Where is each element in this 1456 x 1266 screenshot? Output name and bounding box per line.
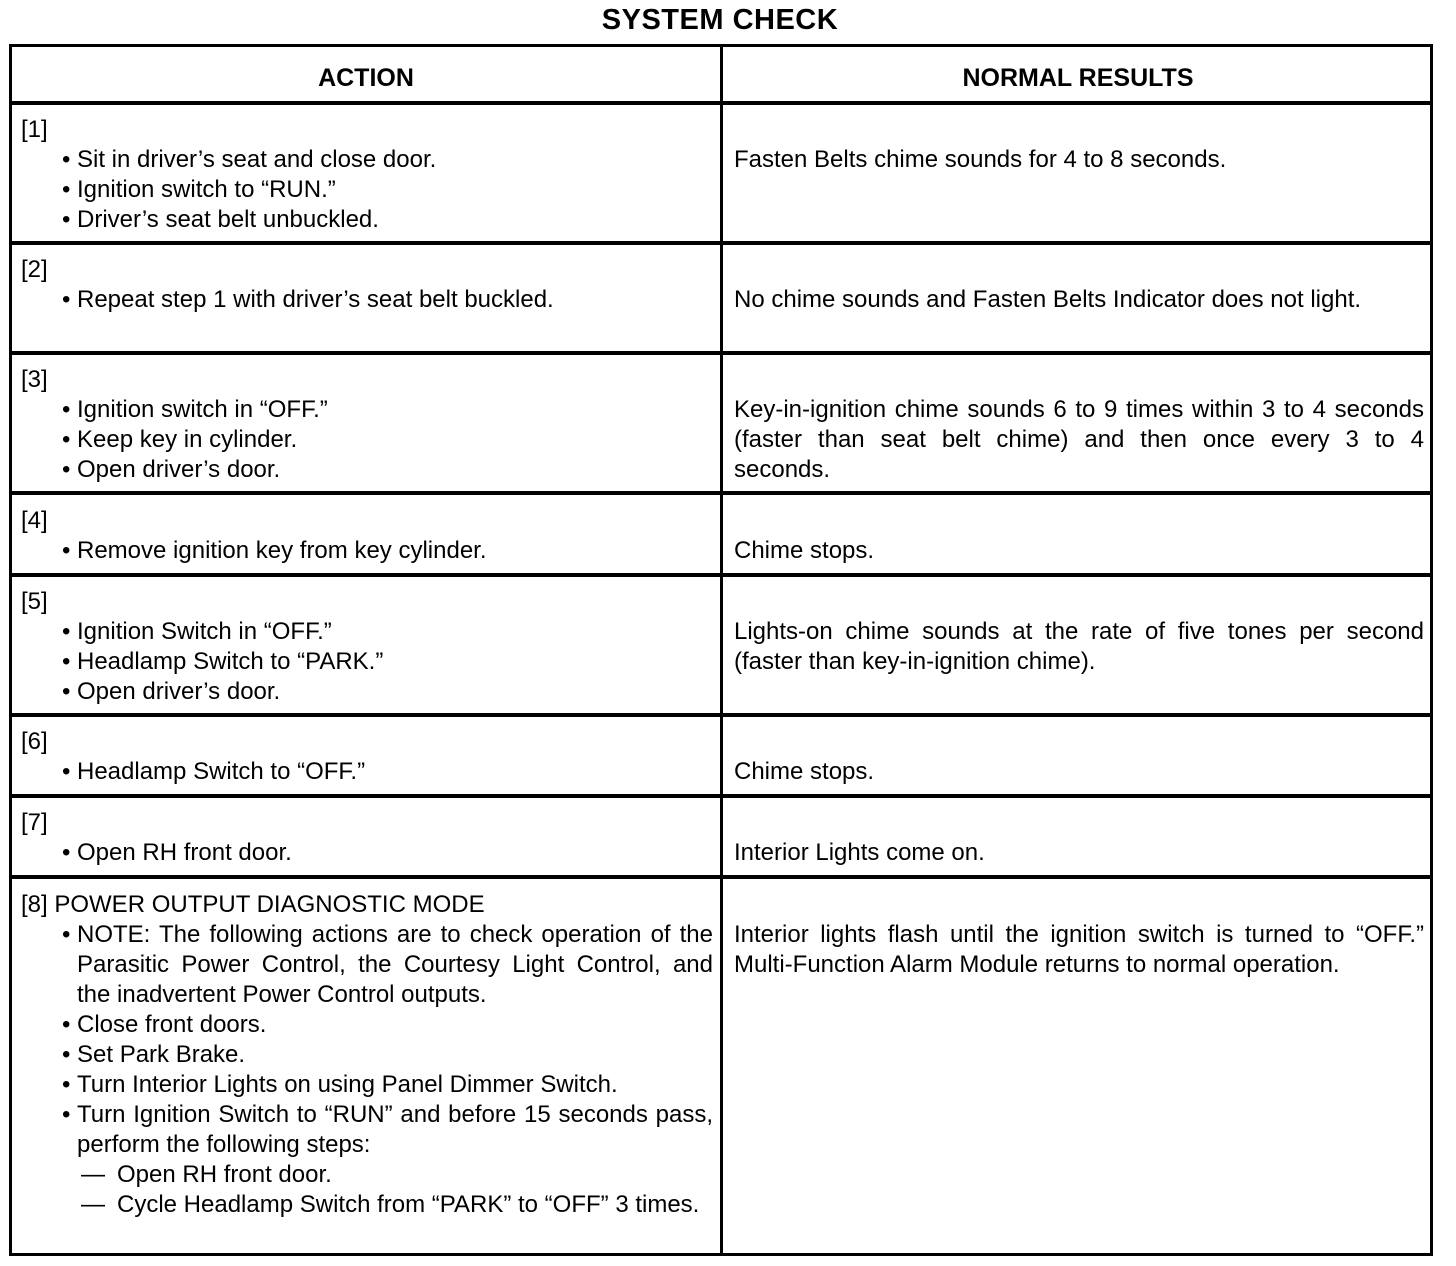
action-bullet: • Sit in driver’s seat and close door. bbox=[21, 145, 713, 175]
action-substep: — Cycle Headlamp Switch from “PARK” to “OFF” 3 times. bbox=[21, 1190, 713, 1220]
row-5-result: Lights-on chime sounds at the rate of five tones per second (faster than key-in-ignition chime). bbox=[734, 618, 1424, 675]
action-bullet: • Close front doors. bbox=[21, 1010, 713, 1040]
action-bullet: • Repeat step 1 with driver’s seat belt buckled. bbox=[21, 285, 713, 315]
row-4-action bbox=[21, 506, 713, 566]
step-label: [2] bbox=[21, 256, 48, 283]
row-divider bbox=[12, 794, 1430, 798]
row-7-action bbox=[21, 808, 713, 868]
row-7-result: Interior Lights come on. bbox=[734, 839, 985, 866]
row-5-action bbox=[21, 587, 713, 707]
system-check-table bbox=[9, 44, 1433, 1256]
action-bullet: • Open driver’s door. bbox=[21, 455, 713, 485]
step-label: [8] POWER OUTPUT DIAGNOSTIC MODE bbox=[21, 891, 485, 918]
action-bullet: • Ignition Switch in “OFF.” bbox=[21, 617, 713, 647]
row-6-action bbox=[21, 727, 713, 787]
row-2-result: No chime sounds and Fasten Belts Indicator does not light. bbox=[734, 286, 1362, 313]
action-bullet: • Turn Ignition Switch to “RUN” and before 15 seconds pass, perform the following steps: bbox=[21, 1100, 713, 1160]
row-divider bbox=[12, 875, 1430, 879]
action-bullet: • Ignition switch in “OFF.” bbox=[21, 395, 713, 425]
header-action: ACTION bbox=[318, 64, 414, 92]
row-4-result: Chime stops. bbox=[734, 537, 875, 564]
row-divider bbox=[12, 713, 1430, 717]
row-divider bbox=[12, 351, 1430, 355]
step-label: [5] bbox=[21, 588, 48, 615]
action-bullet: • Keep key in cylinder. bbox=[21, 425, 713, 455]
step-label: [1] bbox=[21, 116, 48, 143]
action-bullet: • Driver’s seat belt unbuckled. bbox=[21, 205, 713, 235]
page-title: SYSTEM CHECK bbox=[601, 4, 839, 36]
row-3-result: Key-in-ignition chime sounds 6 to 9 times within 3 to 4 seconds (faster than seat belt chime) and then once every 3 to 4 seconds. bbox=[734, 396, 1424, 483]
row-3-action bbox=[21, 365, 713, 485]
action-bullet: • Open driver’s door. bbox=[21, 677, 713, 707]
row-2-action bbox=[21, 255, 713, 315]
row-6-result: Chime stops. bbox=[734, 758, 875, 785]
action-bullet: • Remove ignition key from key cylinder. bbox=[21, 536, 713, 566]
action-bullet: • Set Park Brake. bbox=[21, 1040, 713, 1070]
step-label: [6] bbox=[21, 728, 48, 755]
step-label: [4] bbox=[21, 507, 48, 534]
action-bullet: • Open RH front door. bbox=[21, 838, 713, 868]
action-bullet: • Turn Interior Lights on using Panel Dimmer Switch. bbox=[21, 1070, 713, 1100]
action-bullet: • Ignition switch to “RUN.” bbox=[21, 175, 713, 205]
step-label: [3] bbox=[21, 366, 48, 393]
step-label: [7] bbox=[21, 809, 48, 836]
column-divider bbox=[720, 47, 723, 1253]
row-1-result: Fasten Belts chime sounds for 4 to 8 seconds. bbox=[734, 146, 1227, 173]
header-normal-results: NORMAL RESULTS bbox=[962, 64, 1194, 92]
action-bullet: • NOTE: The following actions are to check operation of the Parasitic Power Control, the Courtesy Light Control, and the inadvertent Power Control outputs. bbox=[21, 920, 713, 1010]
action-bullet: • Headlamp Switch to “PARK.” bbox=[21, 647, 713, 677]
row-divider bbox=[12, 491, 1430, 495]
row-8-result: Interior lights flash until the ignition switch is turned to “OFF.” Multi-Function Alarm Module returns to normal operation. bbox=[734, 921, 1424, 978]
row-divider bbox=[12, 241, 1430, 245]
row-divider bbox=[12, 573, 1430, 577]
action-bullet: • Headlamp Switch to “OFF.” bbox=[21, 757, 713, 787]
row-divider bbox=[12, 101, 1430, 105]
row-8-action bbox=[21, 890, 713, 1220]
row-1-action bbox=[21, 115, 713, 235]
action-substep: — Open RH front door. bbox=[21, 1160, 713, 1190]
